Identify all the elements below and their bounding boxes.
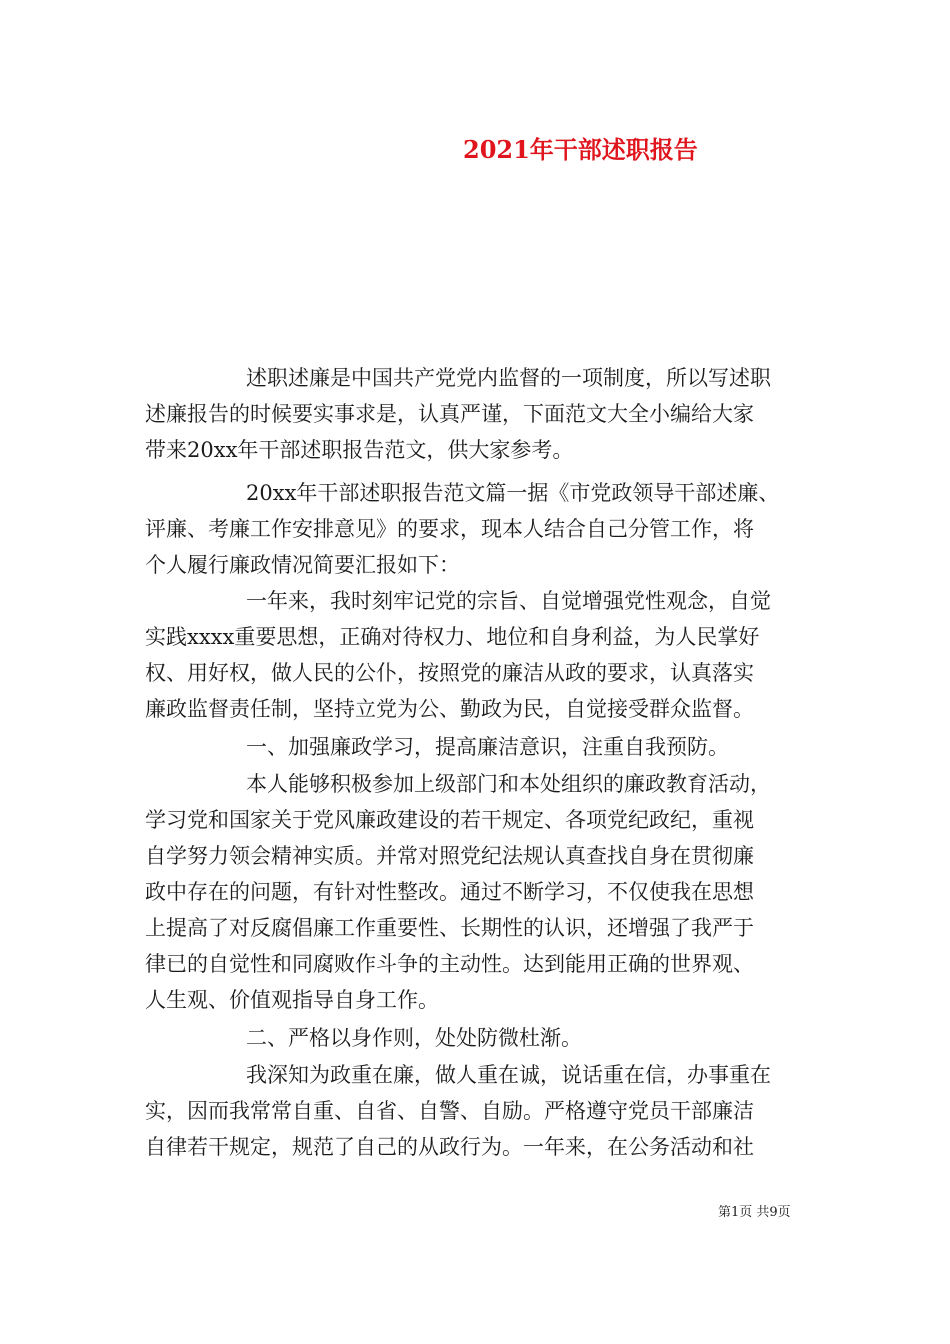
body-line: 个人履行廉政情况简要汇报如下： <box>145 553 460 577</box>
body-line: 政中存在的问题，有针对性整改。通过不断学习，不仅使我在思想 <box>145 880 754 904</box>
body-line: 实，因而我常常自重、自省、自警、自励。严格遵守党员干部廉洁 <box>145 1099 754 1123</box>
body-line: 自学努力领会精神实质。并常对照党纪法规认真查找自身在贯彻廉 <box>145 844 754 868</box>
document-title: 2021年干部述职报告 <box>463 135 698 164</box>
body-line: 人生观、价值观指导自身工作。 <box>145 988 439 1012</box>
section-heading: 一、加强廉政学习，提高廉洁意识，注重自我预防。 <box>246 735 729 759</box>
body-line: 带来20xx年干部述职报告范文，供大家参考。 <box>145 438 574 462</box>
body-line: 上提高了对反腐倡廉工作重要性、长期性的认识，还增强了我严于 <box>145 916 754 940</box>
body-line: 自律若干规定，规范了自己的从政行为。一年来，在公务活动和社 <box>145 1135 754 1159</box>
body-line: 廉政监督责任制，坚持立党为公、勤政为民，自觉接受群众监督。 <box>145 697 754 721</box>
body-line: 评廉、考廉工作安排意见》的要求，现本人结合自己分管工作，将 <box>145 517 754 541</box>
body-line: 律已的自觉性和同腐败作斗争的主动性。达到能用正确的世界观、 <box>145 952 754 976</box>
body-line: 述廉报告的时候要实事求是，认真严谨，下面范文大全小编给大家 <box>145 402 754 426</box>
body-line: 述职述廉是中国共产党党内监督的一项制度，所以写述职 <box>246 366 771 390</box>
section-heading: 二、严格以身作则，处处防微杜渐。 <box>246 1026 582 1050</box>
body-line: 实践xxxx重要思想，正确对待权力、地位和自身利益，为人民掌好 <box>145 625 760 649</box>
body-line: 权、用好权，做人民的公仆，按照党的廉洁从政的要求，认真落实 <box>145 661 754 685</box>
body-line: 我深知为政重在廉，做人重在诚，说话重在信，办事重在 <box>246 1063 771 1087</box>
body-line: 本人能够积极参加上级部门和本处组织的廉政教育活动， <box>246 772 771 796</box>
body-line: 一年来，我时刻牢记党的宗旨、自觉增强党性观念，自觉 <box>246 589 771 613</box>
body-line: 学习党和国家关于党风廉政建设的若干规定、各项党纪政纪，重视 <box>145 808 754 832</box>
page-footer: 第1页 共9页 <box>718 1205 791 1220</box>
body-line: 20xx年干部述职报告范文篇一据《市党政领导干部述廉、 <box>246 481 780 505</box>
